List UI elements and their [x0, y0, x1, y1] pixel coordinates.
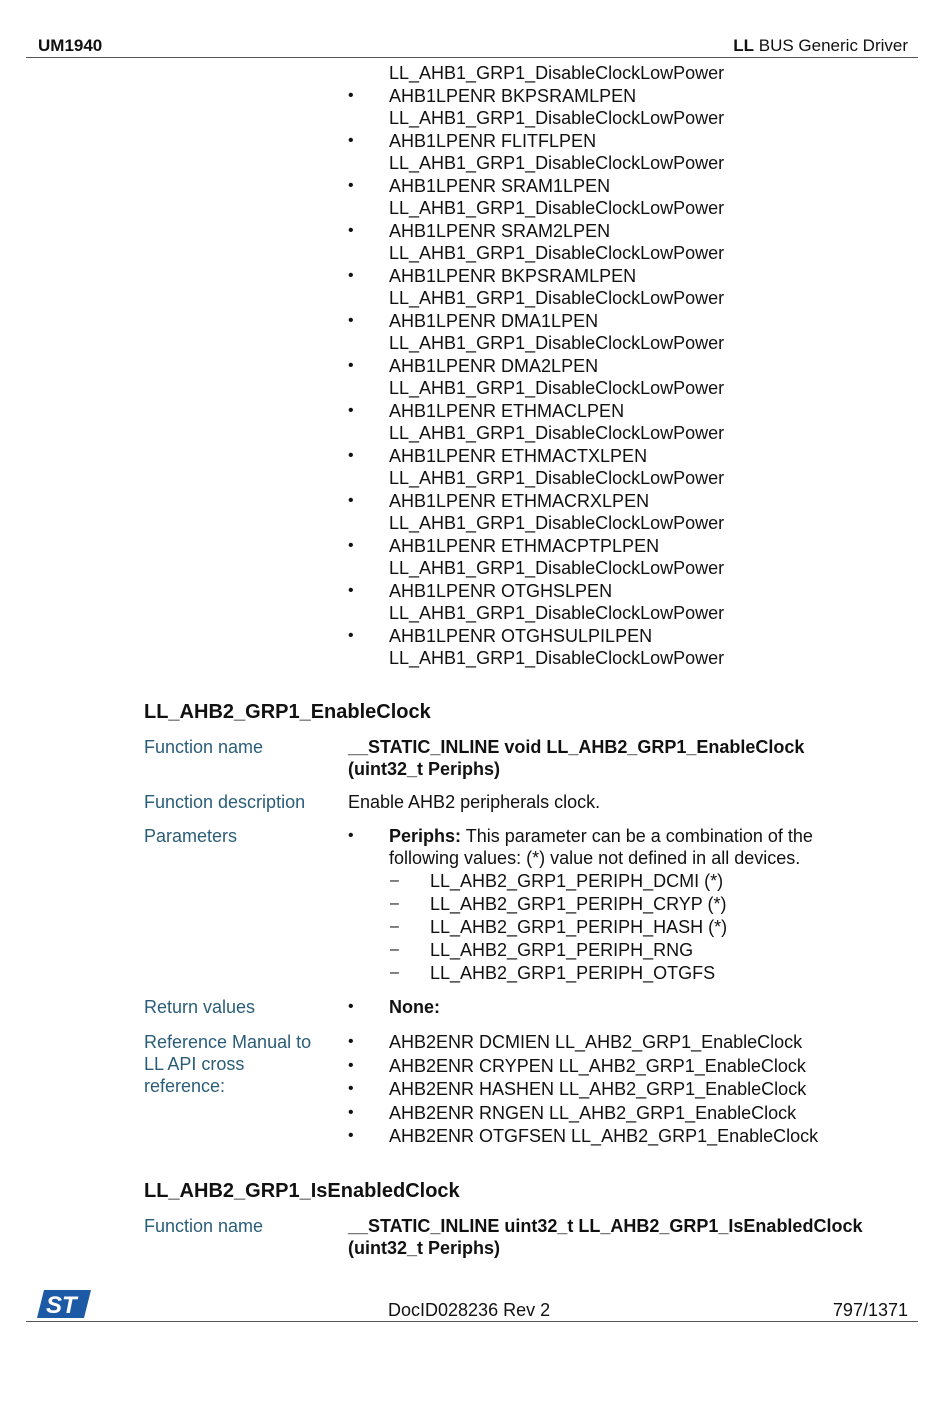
list-item-function: LL_AHB1_GRP1_DisableClockLowPower	[389, 333, 725, 353]
reference-item: AHB2ENR HASHEN LL_AHB2_GRP1_EnableClock	[389, 1079, 807, 1099]
list-item-register: AHB1LPENR BKPSRAMLPEN	[389, 86, 637, 106]
list-item-register: AHB1LPENR ETHMACPTPLPEN	[389, 536, 660, 556]
label-reference-manual: Reference Manual to	[144, 1032, 312, 1052]
label-function-name: Function name	[144, 1216, 264, 1236]
list-item-function: LL_AHB1_GRP1_DisableClockLowPower	[389, 468, 725, 488]
list-item-register: AHB1LPENR ETHMACLPEN	[389, 401, 625, 421]
list-item-register: AHB1LPENR DMA1LPEN	[389, 311, 599, 331]
header-rule	[26, 57, 918, 58]
footer-rule	[26, 1321, 918, 1322]
list-item-register: AHB1LPENR OTGHSULPILPEN	[389, 626, 653, 646]
dash-icon: –	[390, 895, 399, 912]
bullet-icon: •	[348, 998, 354, 1015]
param-value: LL_AHB2_GRP1_PERIPH_CRYP (*)	[430, 894, 727, 914]
section-title: LL_AHB2_GRP1_EnableClock	[144, 701, 431, 723]
bullet-icon: •	[348, 537, 354, 554]
bullet-icon: •	[348, 312, 354, 329]
list-item-function: LL_AHB1_GRP1_DisableClockLowPower	[389, 603, 725, 623]
list-item-function: LL_AHB1_GRP1_DisableClockLowPower	[389, 288, 725, 308]
bullet-icon: •	[348, 87, 354, 104]
bullet-icon: •	[348, 357, 354, 374]
reference-item: AHB2ENR OTGFSEN LL_AHB2_GRP1_EnableClock	[389, 1126, 819, 1146]
list-item-function: LL_AHB1_GRP1_DisableClockLowPower	[389, 513, 725, 533]
list-item-register: AHB1LPENR OTGHSLPEN	[389, 581, 613, 601]
st-logo-icon	[36, 1288, 92, 1320]
bullet-icon: •	[348, 582, 354, 599]
list-item-function: LL_AHB1_GRP1_DisableClockLowPower	[389, 108, 725, 128]
label-function-name: Function name	[144, 737, 264, 757]
bullet-icon: •	[348, 827, 354, 844]
bullet-icon: •	[348, 447, 354, 464]
page-number: 797/1371	[832, 1300, 908, 1320]
label-function-description: Function description	[144, 792, 306, 812]
bullet-icon: •	[348, 267, 354, 284]
bullet-icon: •	[348, 222, 354, 239]
bullet-icon: •	[348, 492, 354, 509]
dash-icon: –	[390, 918, 399, 935]
param-value: LL_AHB2_GRP1_PERIPH_DCMI (*)	[430, 871, 724, 891]
bullet-icon: •	[348, 1057, 354, 1074]
list-item-register: AHB1LPENR SRAM2LPEN	[389, 221, 611, 241]
function-signature-line1: __STATIC_INLINE void LL_AHB2_GRP1_EnableClock	[348, 737, 805, 757]
bullet-icon: •	[348, 132, 354, 149]
label-reference-manual-2: LL API cross	[144, 1054, 245, 1074]
list-item-function: LL_AHB1_GRP1_DisableClockLowPower	[389, 648, 725, 668]
doc-number: UM1940	[38, 36, 103, 55]
list-continuation-line: LL_AHB1_GRP1_DisableClockLowPower	[389, 63, 725, 83]
return-value: None:	[389, 997, 440, 1017]
label-parameters: Parameters	[144, 826, 238, 846]
bullet-icon: •	[348, 1127, 354, 1144]
function-signature-line2: (uint32_t Periphs)	[348, 759, 501, 779]
param-line1: Periphs: This parameter can be a combination of the	[389, 826, 813, 846]
list-item-function: LL_AHB1_GRP1_DisableClockLowPower	[389, 423, 725, 443]
bullet-icon: •	[348, 1104, 354, 1121]
function-signature-line1: __STATIC_INLINE uint32_t LL_AHB2_GRP1_IsEnabledClock	[348, 1216, 863, 1236]
reference-item: AHB2ENR DCMIEN LL_AHB2_GRP1_EnableClock	[389, 1032, 803, 1052]
function-description: Enable AHB2 peripherals clock.	[348, 792, 601, 812]
list-item-register: AHB1LPENR DMA2LPEN	[389, 356, 599, 376]
list-item-register: AHB1LPENR ETHMACTXLPEN	[389, 446, 648, 466]
dash-icon: –	[390, 872, 399, 889]
dash-icon: –	[390, 941, 399, 958]
list-item-register: AHB1LPENR SRAM1LPEN	[389, 176, 611, 196]
param-value: LL_AHB2_GRP1_PERIPH_OTGFS	[430, 963, 716, 983]
section-title: LL_AHB2_GRP1_IsEnabledClock	[144, 1180, 460, 1202]
svg-text:ST: ST	[46, 1292, 77, 1319]
list-item-function: LL_AHB1_GRP1_DisableClockLowPower	[389, 558, 725, 578]
param-value: LL_AHB2_GRP1_PERIPH_HASH (*)	[430, 917, 728, 937]
header-title: LL BUS Generic Driver	[733, 36, 908, 55]
list-item-register: AHB1LPENR ETHMACRXLPEN	[389, 491, 650, 511]
reference-item: AHB2ENR CRYPEN LL_AHB2_GRP1_EnableClock	[389, 1056, 806, 1076]
bullet-icon: •	[348, 402, 354, 419]
label-return-values: Return values	[144, 997, 256, 1017]
bullet-icon: •	[348, 1033, 354, 1050]
list-item-register: AHB1LPENR BKPSRAMLPEN	[389, 266, 637, 286]
bullet-icon: •	[348, 177, 354, 194]
param-line2: following values: (*) value not defined in all devices.	[389, 848, 801, 868]
param-value: LL_AHB2_GRP1_PERIPH_RNG	[430, 940, 694, 960]
list-item-register: AHB1LPENR FLITFLPEN	[389, 131, 597, 151]
doc-id: DocID028236 Rev 2	[388, 1300, 551, 1320]
list-item-function: LL_AHB1_GRP1_DisableClockLowPower	[389, 153, 725, 173]
bullet-icon: •	[348, 1080, 354, 1097]
label-reference-manual-3: reference:	[144, 1076, 226, 1096]
list-item-function: LL_AHB1_GRP1_DisableClockLowPower	[389, 243, 725, 263]
bullet-icon: •	[348, 627, 354, 644]
dash-icon: –	[390, 964, 399, 981]
function-signature-line2: (uint32_t Periphs)	[348, 1238, 501, 1258]
list-item-function: LL_AHB1_GRP1_DisableClockLowPower	[389, 378, 725, 398]
list-item-function: LL_AHB1_GRP1_DisableClockLowPower	[389, 198, 725, 218]
reference-item: AHB2ENR RNGEN LL_AHB2_GRP1_EnableClock	[389, 1103, 797, 1123]
